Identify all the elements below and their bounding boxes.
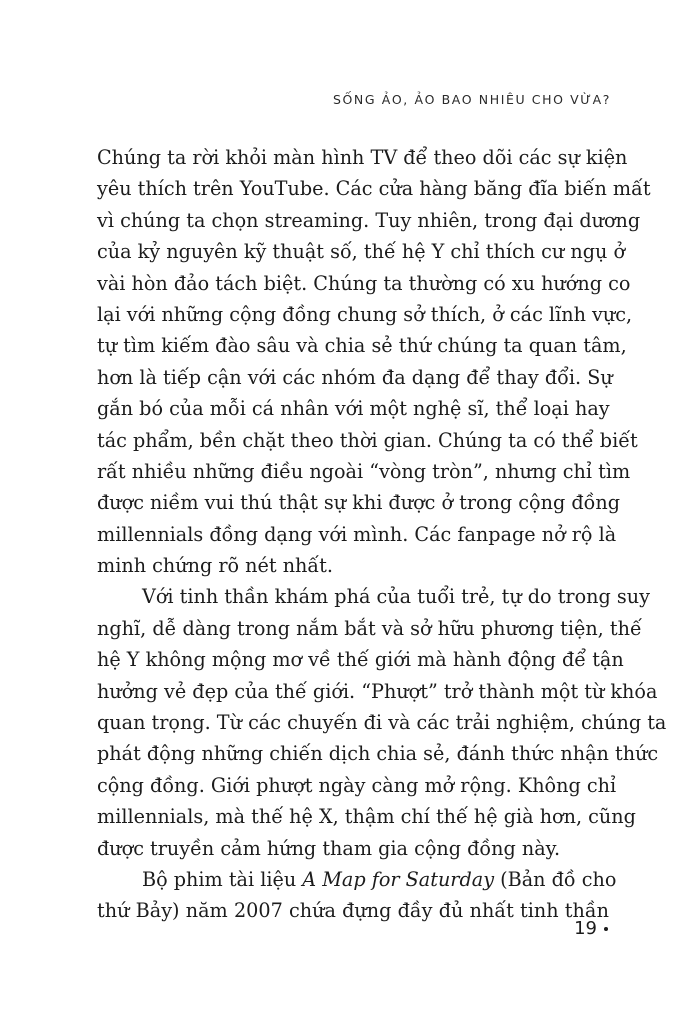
text-line [97, 864, 617, 895]
running-header: SỐNG ẢO, ẢO BAO NHIÊU CHO VỪA? [332, 92, 611, 107]
text-line: millennials, mà thế hệ X, thậm chí thế hệ già hơn, cũng [97, 805, 636, 829]
text-line: vì chúng ta chọn streaming. Tuy nhiên, trong đại dương [97, 208, 641, 232]
text-line: tác phẩm, bền chặt theo thời gian. Chúng ta có thể biết [97, 428, 638, 452]
text-line: vài hòn đảo tách biệt. Chúng ta thường có xu hướng co [97, 271, 631, 295]
body-text [97, 142, 667, 927]
text-line: tự tìm kiếm đào sâu và chia sẻ thứ chúng ta quan tâm, [97, 334, 627, 358]
text-line: quan trọng. Từ các chuyến đi và các trải nghiệm, chúng ta [97, 711, 667, 735]
text-line: yêu thích trên YouTube. Các cửa hàng băng đĩa biến mất [97, 177, 651, 201]
text-line: được niềm vui thú thật sự khi được ở trong cộng đồng [97, 491, 620, 515]
bullet-dot-icon [604, 927, 608, 931]
text-run: (Bản đồ cho [494, 867, 617, 891]
text-line: hơn là tiếp cận với các nhóm đa dạng để thay đổi. Sự [97, 365, 613, 389]
text-run: Bộ phim tài liệu [142, 867, 303, 891]
text-line: cộng đồng. Giới phượt ngày càng mở rộng. Không chỉ [97, 773, 617, 797]
text-line: hưởng vẻ đẹp của thế giới. “Phượt” trở thành một từ khóa [97, 679, 658, 703]
text-line: gắn bó của mỗi cá nhân với một nghệ sĩ, thể loại hay [97, 397, 610, 421]
text-line: rất nhiều những điều ngoài “vòng tròn”, nhưng chỉ tìm [97, 459, 631, 483]
text-line: thứ Bảy) năm 2007 chứa đựng đầy đủ nhất tinh thần [97, 899, 609, 923]
text-line: minh chứng rõ nét nhất. [97, 554, 333, 578]
page-number-value: 19 [574, 918, 597, 939]
text-line: Với tinh thần khám phá của tuổi trẻ, tự do trong suy [142, 585, 650, 609]
text-line: hệ Y không mộng mơ về thế giới mà hành động để tận [97, 648, 624, 672]
text-line: millennials đồng dạng với mình. Các fanpage nở rộ là [97, 522, 617, 546]
text-line: được truyền cảm hứng tham gia cộng đồng này. [97, 836, 561, 860]
text-line: phát động những chiến dịch chia sẻ, đánh thức nhận thức [97, 742, 659, 766]
text-line: lại với những cộng đồng chung sở thích, ở các lĩnh vực, [97, 302, 633, 326]
text-line: nghĩ, dễ dàng trong nắm bắt và sở hữu phương tiện, thế [97, 616, 642, 640]
text-line: Chúng ta rời khỏi màn hình TV để theo dõi các sự kiện [97, 146, 628, 169]
page-number [574, 918, 608, 939]
film-title: A Map for Saturday [302, 867, 495, 891]
text-line: của kỷ nguyên kỹ thuật số, thế hệ Y chỉ thích cư ngụ ở [97, 240, 626, 264]
